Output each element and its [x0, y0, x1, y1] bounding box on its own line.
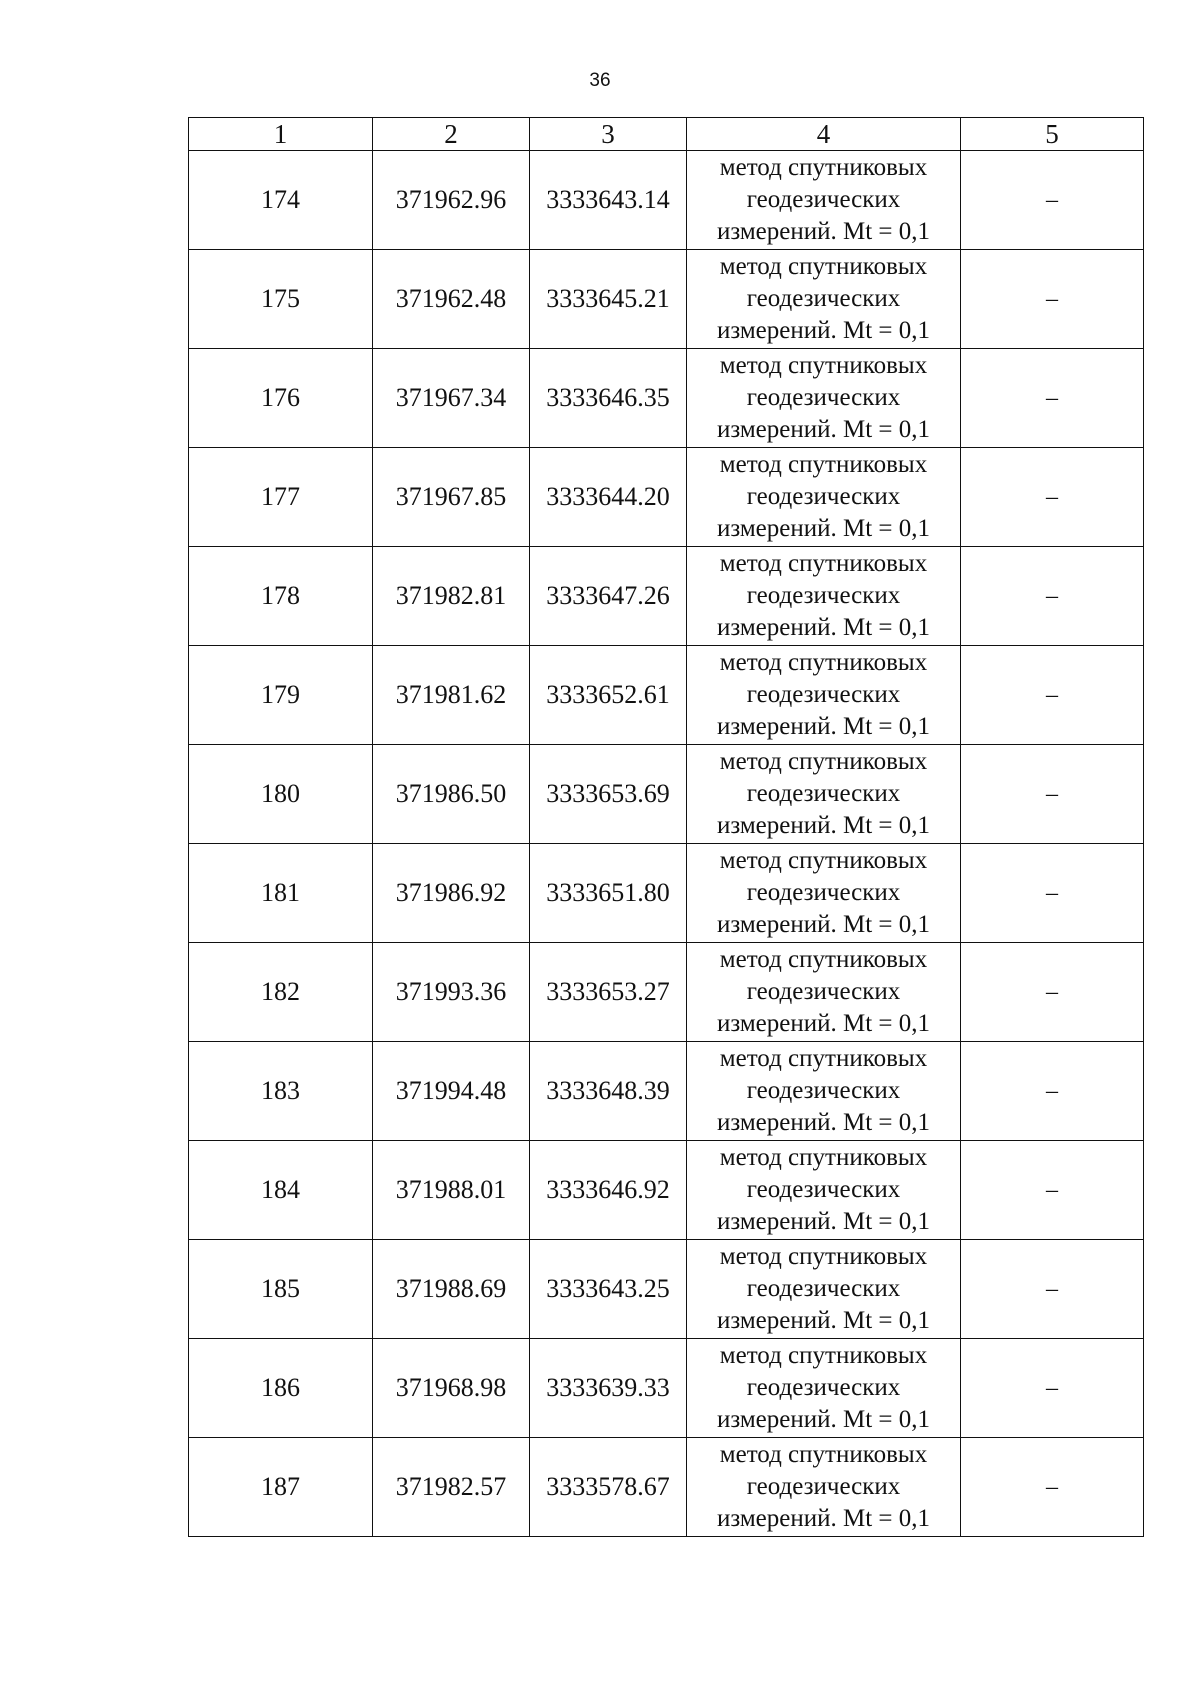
method-line: геодезических	[746, 582, 901, 609]
method-line: измерений. Mt = 0,1	[716, 1505, 931, 1532]
method-line: метод спутниковых	[719, 1243, 928, 1270]
method-line: измерений. Mt = 0,1	[716, 1208, 931, 1235]
coordinate-x-cell: 371994.48	[373, 1042, 530, 1141]
method-line: геодезических	[746, 681, 901, 708]
table-row	[189, 1339, 1144, 1438]
coordinate-y-cell: 3333647.26	[530, 547, 687, 646]
note-cell: –	[961, 745, 1144, 844]
method-cell	[687, 646, 961, 745]
coordinate-x-cell: 371986.92	[373, 844, 530, 943]
method-line: геодезических	[746, 1374, 901, 1401]
method-cell	[687, 745, 961, 844]
method-line: геодезических	[746, 1275, 901, 1302]
table-row	[189, 1141, 1144, 1240]
coordinate-x-cell: 371981.62	[373, 646, 530, 745]
coordinate-y-cell: 3333652.61	[530, 646, 687, 745]
method-line: метод спутниковых	[719, 154, 928, 181]
coordinate-x-cell: 371986.50	[373, 745, 530, 844]
table-row	[189, 1042, 1144, 1141]
method-line: геодезических	[746, 285, 901, 312]
note-cell: –	[961, 1240, 1144, 1339]
method-line: метод спутниковых	[719, 1342, 928, 1369]
table-body	[189, 151, 1144, 1537]
coordinate-y-cell: 3333653.69	[530, 745, 687, 844]
method-cell	[687, 250, 961, 349]
method-cell	[687, 151, 961, 250]
table-row	[189, 448, 1144, 547]
method-line: измерений. Mt = 0,1	[716, 1109, 931, 1136]
point-number-cell: 185	[189, 1240, 373, 1339]
method-line: метод спутниковых	[719, 847, 928, 874]
coordinate-x-cell: 371993.36	[373, 943, 530, 1042]
coordinate-y-cell: 3333646.92	[530, 1141, 687, 1240]
method-line: метод спутниковых	[719, 1045, 928, 1072]
method-line: геодезических	[746, 1473, 901, 1500]
header-col-4: 4	[687, 118, 961, 151]
coordinate-y-cell: 3333653.27	[530, 943, 687, 1042]
header-col-1: 1	[189, 118, 373, 151]
point-number-cell: 176	[189, 349, 373, 448]
method-line: метод спутниковых	[719, 352, 928, 379]
method-line: измерений. Mt = 0,1	[716, 317, 931, 344]
point-number-cell: 175	[189, 250, 373, 349]
method-line: измерений. Mt = 0,1	[716, 218, 931, 245]
point-number-cell: 184	[189, 1141, 373, 1240]
table-row	[189, 349, 1144, 448]
method-cell	[687, 1141, 961, 1240]
method-line: геодезических	[746, 780, 901, 807]
coordinate-y-cell: 3333645.21	[530, 250, 687, 349]
coordinate-y-cell: 3333639.33	[530, 1339, 687, 1438]
coordinate-y-cell: 3333646.35	[530, 349, 687, 448]
coordinate-x-cell: 371962.96	[373, 151, 530, 250]
note-cell: –	[961, 349, 1144, 448]
method-line: измерений. Mt = 0,1	[716, 416, 931, 443]
method-line: метод спутниковых	[719, 550, 928, 577]
table-row	[189, 943, 1144, 1042]
table-row	[189, 547, 1144, 646]
table-row	[189, 1240, 1144, 1339]
method-line: геодезических	[746, 483, 901, 510]
method-line: геодезических	[746, 186, 901, 213]
method-cell	[687, 1240, 961, 1339]
coordinate-x-cell: 371962.48	[373, 250, 530, 349]
method-cell	[687, 1042, 961, 1141]
method-line: измерений. Mt = 0,1	[716, 515, 931, 542]
method-line: измерений. Mt = 0,1	[716, 1010, 931, 1037]
note-cell: –	[961, 151, 1144, 250]
method-line: метод спутниковых	[719, 649, 928, 676]
header-col-5: 5	[961, 118, 1144, 151]
method-line: измерений. Mt = 0,1	[716, 614, 931, 641]
coordinate-y-cell: 3333651.80	[530, 844, 687, 943]
coordinate-x-cell: 371982.57	[373, 1438, 530, 1537]
method-line: метод спутниковых	[719, 946, 928, 973]
coordinate-y-cell: 3333648.39	[530, 1042, 687, 1141]
point-number-cell: 177	[189, 448, 373, 547]
note-cell: –	[961, 448, 1144, 547]
method-line: измерений. Mt = 0,1	[716, 911, 931, 938]
coordinate-x-cell: 371967.85	[373, 448, 530, 547]
method-cell	[687, 1339, 961, 1438]
note-cell: –	[961, 1042, 1144, 1141]
method-line: метод спутниковых	[719, 1144, 928, 1171]
header-col-2: 2	[373, 118, 530, 151]
method-line: геодезических	[746, 384, 901, 411]
note-cell: –	[961, 943, 1144, 1042]
point-number-cell: 174	[189, 151, 373, 250]
note-cell: –	[961, 1438, 1144, 1537]
coordinate-y-cell: 3333643.14	[530, 151, 687, 250]
coordinate-x-cell: 371988.69	[373, 1240, 530, 1339]
method-line: измерений. Mt = 0,1	[716, 713, 931, 740]
method-line: метод спутниковых	[719, 253, 928, 280]
table-row	[189, 151, 1144, 250]
note-cell: –	[961, 646, 1144, 745]
table-header	[189, 118, 1144, 151]
note-cell: –	[961, 1339, 1144, 1438]
point-number-cell: 183	[189, 1042, 373, 1141]
header-row	[189, 118, 1144, 151]
table-row	[189, 250, 1144, 349]
method-line: метод спутниковых	[719, 451, 928, 478]
point-number-cell: 182	[189, 943, 373, 1042]
method-line: геодезических	[746, 1176, 901, 1203]
note-cell: –	[961, 250, 1144, 349]
coordinate-x-cell: 371982.81	[373, 547, 530, 646]
method-cell	[687, 844, 961, 943]
method-line: измерений. Mt = 0,1	[716, 1406, 931, 1433]
method-cell	[687, 1438, 961, 1537]
point-number-cell: 179	[189, 646, 373, 745]
point-number-cell: 180	[189, 745, 373, 844]
method-line: измерений. Mt = 0,1	[716, 812, 931, 839]
page-number: 36	[589, 70, 611, 91]
coordinate-y-cell: 3333644.20	[530, 448, 687, 547]
method-cell	[687, 448, 961, 547]
note-cell: –	[961, 1141, 1144, 1240]
method-cell	[687, 349, 961, 448]
note-cell: –	[961, 844, 1144, 943]
coordinate-y-cell: 3333578.67	[530, 1438, 687, 1537]
method-line: измерений. Mt = 0,1	[716, 1307, 931, 1334]
point-number-cell: 178	[189, 547, 373, 646]
coordinate-x-cell: 371968.98	[373, 1339, 530, 1438]
method-line: метод спутниковых	[719, 748, 928, 775]
coordinate-x-cell: 371988.01	[373, 1141, 530, 1240]
method-line: геодезических	[746, 978, 901, 1005]
method-cell	[687, 943, 961, 1042]
table-row	[189, 844, 1144, 943]
point-number-cell: 187	[189, 1438, 373, 1537]
table-row	[189, 745, 1144, 844]
point-number-cell: 181	[189, 844, 373, 943]
point-number-cell: 186	[189, 1339, 373, 1438]
method-cell	[687, 547, 961, 646]
method-line: метод спутниковых	[719, 1441, 928, 1468]
table-row	[189, 1438, 1144, 1537]
note-cell: –	[961, 547, 1144, 646]
coordinates-table	[188, 117, 1144, 1537]
coordinate-x-cell: 371967.34	[373, 349, 530, 448]
table-row	[189, 646, 1144, 745]
header-col-3: 3	[530, 118, 687, 151]
coordinate-y-cell: 3333643.25	[530, 1240, 687, 1339]
method-line: геодезических	[746, 879, 901, 906]
method-line: геодезических	[746, 1077, 901, 1104]
